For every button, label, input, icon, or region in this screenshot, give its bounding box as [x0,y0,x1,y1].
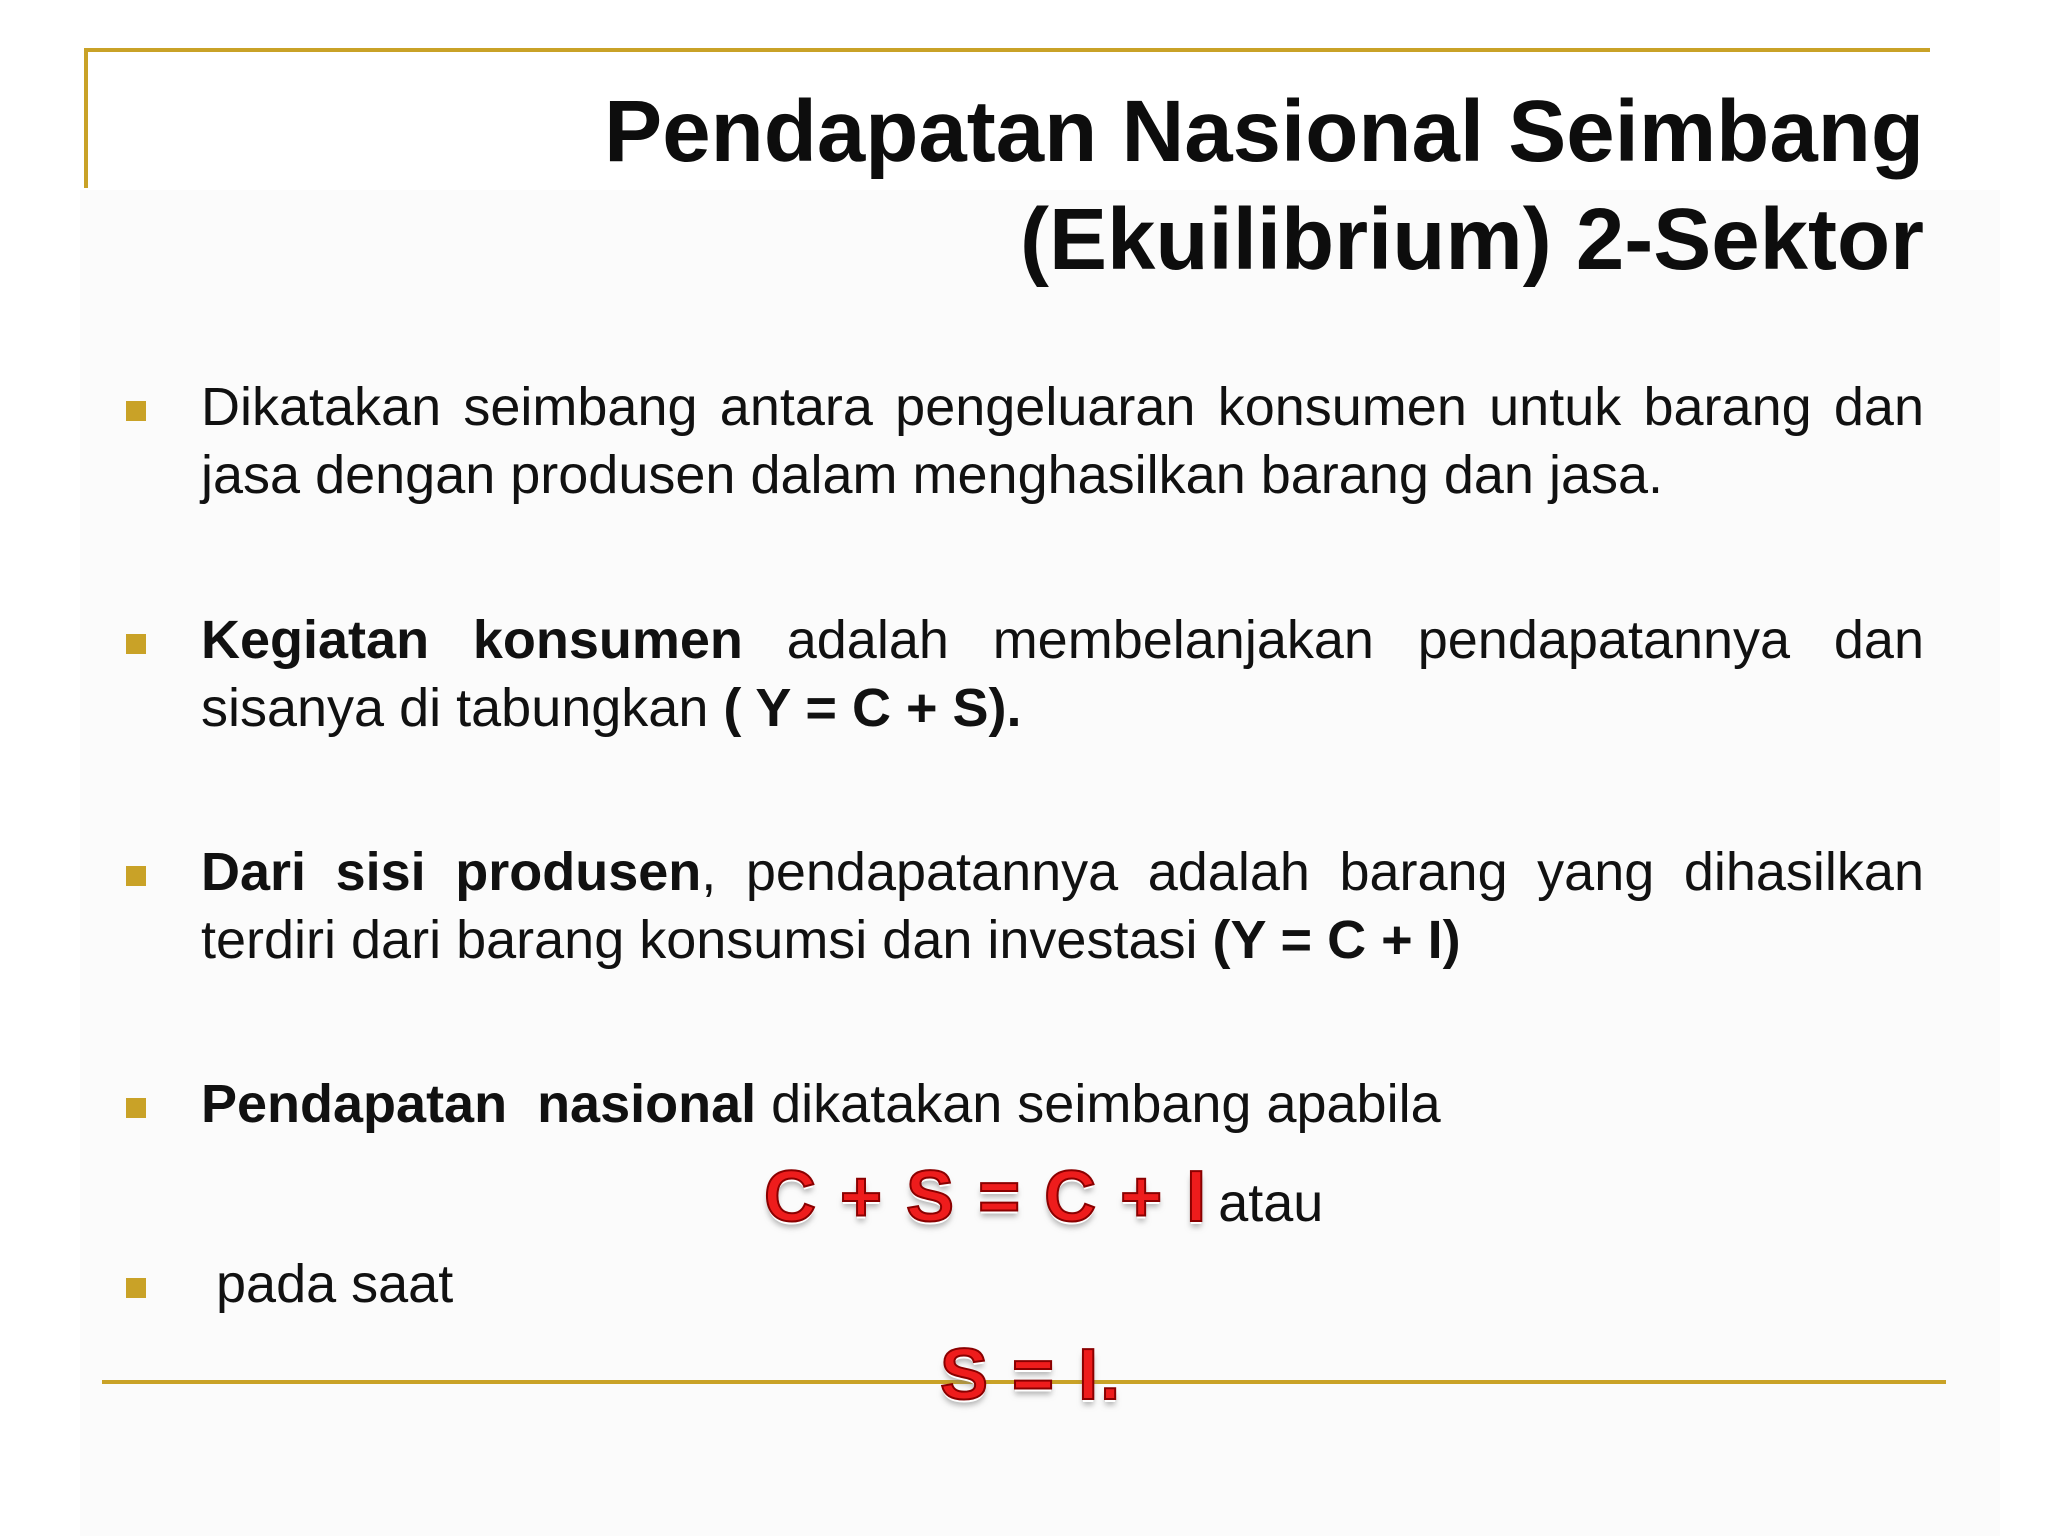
bullet-formula: ( Y = C + S). [723,678,1022,738]
bullet-text [201,606,1924,742]
square-bullet-icon [126,1098,146,1118]
slide-title-line-2: (Ekuilibrium) 2-Sektor [1020,191,1924,288]
bullet-body: dikatakan seimbang apabila [756,1074,1441,1134]
final-equation [940,1330,1122,1440]
bullet-body: , pendapatannya adalah barang yang dihasilkan terdiri dari barang konsumsi dan investasi [201,842,1924,970]
equation-final: S = I. [940,1335,1123,1415]
bullet-body: pada saat [201,1254,454,1314]
bullet-emphasis: Kegiatan konsumen [201,610,743,670]
bullet-text [201,1250,1924,1318]
bullet-text [201,838,1924,974]
title-frame-top-rule [84,48,1930,52]
title-frame-left-rule [84,48,88,188]
equilibrium-equation [764,1152,1323,1252]
equation-connector: atau [1218,1173,1324,1233]
equation-main: C + S = C + I [764,1157,1209,1237]
bullet-text [201,373,1924,509]
square-bullet-icon [126,1278,146,1298]
bullet-text [201,1070,1924,1138]
bullet-emphasis: Dari sisi produsen [201,842,702,902]
bullet-body: adalah membelanjakan pendapatannya dan sisanya di tabungkan [201,610,1925,738]
slide-title [424,78,1924,294]
bullet-formula: (Y = C + I) [1212,910,1461,970]
bullet-body: Dikatakan seimbang antara pengeluaran konsumen untuk barang dan jasa dengan produsen dalam menghasilkan barang dan jasa. [201,377,1924,505]
slide-title-line-1: Pendapatan Nasional Seimbang [604,83,1924,180]
square-bullet-icon [126,866,146,886]
square-bullet-icon [126,634,146,654]
square-bullet-icon [126,401,146,421]
bullet-emphasis: Pendapatan nasional [201,1074,757,1134]
